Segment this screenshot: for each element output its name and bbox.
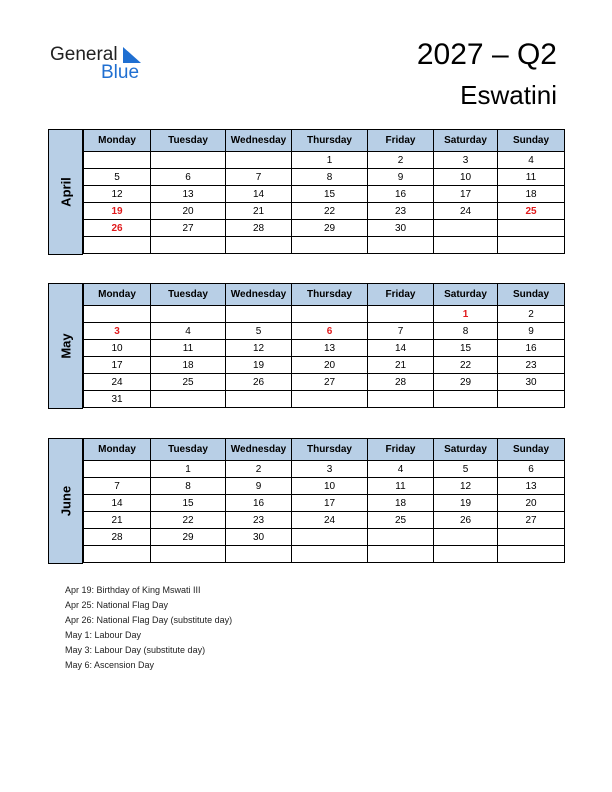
day-cell	[434, 546, 498, 563]
holiday-note: Apr 26: National Flag Day (substitute day)	[65, 615, 233, 625]
day-cell	[151, 237, 226, 254]
day-cell: 16	[498, 340, 565, 357]
day-cell: 21	[368, 357, 434, 374]
day-cell	[292, 391, 368, 408]
day-cell: 13	[151, 186, 226, 203]
day-cell: 27	[498, 512, 565, 529]
month-label-text: June	[58, 485, 73, 517]
day-cell: 9	[368, 169, 434, 186]
day-cell: 3	[434, 152, 498, 169]
day-cell: 29	[151, 529, 226, 546]
day-cell: 3	[292, 461, 368, 478]
day-cell: 2	[368, 152, 434, 169]
day-cell: 28	[368, 374, 434, 391]
day-cell: 1	[434, 306, 498, 323]
day-cell: 5	[434, 461, 498, 478]
day-cell: 22	[151, 512, 226, 529]
weekday-header: Saturday	[434, 439, 498, 461]
day-cell: 14	[226, 186, 292, 203]
day-cell: 19	[84, 203, 151, 220]
month-label	[48, 438, 83, 564]
day-cell: 24	[84, 374, 151, 391]
day-cell: 22	[292, 203, 368, 220]
day-cell: 29	[434, 374, 498, 391]
day-cell: 8	[434, 323, 498, 340]
calendar-table	[83, 129, 565, 254]
day-cell	[151, 391, 226, 408]
month-label	[48, 129, 83, 255]
day-cell	[84, 152, 151, 169]
holiday-notes	[65, 583, 232, 673]
weekday-header: Friday	[368, 439, 434, 461]
week-row	[84, 391, 565, 408]
day-cell	[368, 529, 434, 546]
day-cell: 22	[434, 357, 498, 374]
day-cell: 7	[84, 478, 151, 495]
holiday-note: Apr 19: Birthday of King Mswati III	[65, 585, 201, 595]
day-cell: 9	[498, 323, 565, 340]
day-cell: 4	[368, 461, 434, 478]
day-cell: 29	[292, 220, 368, 237]
day-cell: 5	[226, 323, 292, 340]
weekday-header: Tuesday	[151, 284, 226, 306]
calendar-table	[83, 283, 565, 408]
day-cell: 17	[84, 357, 151, 374]
day-cell: 15	[292, 186, 368, 203]
day-cell: 11	[368, 478, 434, 495]
day-cell: 21	[226, 203, 292, 220]
day-cell	[498, 546, 565, 563]
week-row	[84, 374, 565, 391]
weekday-header: Tuesday	[151, 439, 226, 461]
day-cell	[84, 461, 151, 478]
day-cell	[498, 220, 565, 237]
holiday-note: Apr 25: National Flag Day	[65, 600, 169, 610]
day-cell: 4	[498, 152, 565, 169]
day-cell: 24	[292, 512, 368, 529]
day-cell	[368, 546, 434, 563]
weekday-header: Sunday	[498, 439, 565, 461]
day-cell: 12	[84, 186, 151, 203]
day-cell: 27	[151, 220, 226, 237]
day-cell: 20	[292, 357, 368, 374]
day-cell: 27	[292, 374, 368, 391]
holiday-note: May 3: Labour Day (substitute day)	[65, 645, 206, 655]
weekday-header: Sunday	[498, 284, 565, 306]
day-cell: 10	[434, 169, 498, 186]
day-cell	[434, 529, 498, 546]
week-row	[84, 512, 565, 529]
day-cell: 11	[151, 340, 226, 357]
week-row	[84, 478, 565, 495]
day-cell: 17	[434, 186, 498, 203]
day-cell: 7	[226, 169, 292, 186]
day-cell	[368, 391, 434, 408]
day-cell: 30	[226, 529, 292, 546]
week-row	[84, 546, 565, 563]
day-cell	[498, 529, 565, 546]
day-cell: 10	[292, 478, 368, 495]
weekday-header: Wednesday	[226, 284, 292, 306]
day-cell	[151, 546, 226, 563]
day-cell: 28	[84, 529, 151, 546]
day-cell	[84, 546, 151, 563]
day-cell: 18	[498, 186, 565, 203]
day-cell: 6	[292, 323, 368, 340]
week-row	[84, 461, 565, 478]
day-cell: 25	[498, 203, 565, 220]
week-row	[84, 152, 565, 169]
weekday-header: Thursday	[292, 130, 368, 152]
day-cell: 30	[498, 374, 565, 391]
day-cell	[151, 152, 226, 169]
day-cell	[292, 306, 368, 323]
day-cell: 20	[498, 495, 565, 512]
day-cell: 15	[151, 495, 226, 512]
week-row	[84, 186, 565, 203]
weekday-header: Wednesday	[226, 130, 292, 152]
day-cell: 20	[151, 203, 226, 220]
day-cell	[84, 237, 151, 254]
week-row	[84, 220, 565, 237]
weekday-header: Monday	[84, 130, 151, 152]
day-cell	[226, 237, 292, 254]
day-cell: 17	[292, 495, 368, 512]
day-cell: 25	[151, 374, 226, 391]
day-cell: 6	[151, 169, 226, 186]
day-cell	[151, 306, 226, 323]
month-june	[48, 438, 564, 564]
day-cell: 6	[498, 461, 565, 478]
weekday-header: Thursday	[292, 284, 368, 306]
day-cell: 25	[368, 512, 434, 529]
day-cell: 15	[434, 340, 498, 357]
holiday-note: May 1: Labour Day	[65, 630, 142, 640]
weekday-header: Friday	[368, 284, 434, 306]
weekday-header: Tuesday	[151, 130, 226, 152]
day-cell	[498, 237, 565, 254]
month-label	[48, 283, 83, 409]
day-cell: 12	[226, 340, 292, 357]
day-cell	[434, 391, 498, 408]
weekday-header: Saturday	[434, 130, 498, 152]
day-cell: 4	[151, 323, 226, 340]
month-label-text: May	[58, 333, 73, 359]
day-cell: 3	[84, 323, 151, 340]
week-row	[84, 495, 565, 512]
day-cell: 19	[434, 495, 498, 512]
day-cell: 11	[498, 169, 565, 186]
week-row	[84, 529, 565, 546]
day-cell	[292, 529, 368, 546]
day-cell: 26	[84, 220, 151, 237]
week-row	[84, 323, 565, 340]
month-may	[48, 283, 564, 409]
page-title: 2027 – Q2	[416, 38, 557, 71]
weekday-header: Thursday	[292, 439, 368, 461]
day-cell	[292, 237, 368, 254]
calendar-table	[83, 438, 565, 563]
week-row	[84, 357, 565, 374]
day-cell: 21	[84, 512, 151, 529]
day-cell: 16	[226, 495, 292, 512]
day-cell: 13	[498, 478, 565, 495]
day-cell: 1	[151, 461, 226, 478]
day-cell: 18	[368, 495, 434, 512]
weekday-header: Friday	[368, 130, 434, 152]
week-row	[84, 203, 565, 220]
day-cell: 8	[151, 478, 226, 495]
day-cell	[226, 391, 292, 408]
day-cell	[292, 546, 368, 563]
day-cell	[434, 237, 498, 254]
day-cell: 18	[151, 357, 226, 374]
day-cell: 26	[434, 512, 498, 529]
day-cell: 26	[226, 374, 292, 391]
day-cell	[434, 220, 498, 237]
day-cell: 2	[498, 306, 565, 323]
day-cell: 7	[368, 323, 434, 340]
day-cell: 16	[368, 186, 434, 203]
day-cell: 23	[368, 203, 434, 220]
day-cell: 2	[226, 461, 292, 478]
day-cell: 23	[498, 357, 565, 374]
day-cell	[84, 306, 151, 323]
day-cell	[226, 152, 292, 169]
day-cell: 5	[84, 169, 151, 186]
logo-triangle-icon	[123, 47, 141, 63]
weekday-header: Sunday	[498, 130, 565, 152]
logo-general-text: General	[50, 44, 118, 65]
day-cell: 31	[84, 391, 151, 408]
month-april	[48, 129, 564, 255]
day-cell: 30	[368, 220, 434, 237]
day-cell: 13	[292, 340, 368, 357]
day-cell	[368, 306, 434, 323]
weekday-header: Monday	[84, 284, 151, 306]
day-cell: 14	[368, 340, 434, 357]
day-cell: 10	[84, 340, 151, 357]
day-cell: 12	[434, 478, 498, 495]
month-label-text: April	[58, 177, 73, 207]
day-cell	[226, 546, 292, 563]
day-cell: 19	[226, 357, 292, 374]
day-cell: 23	[226, 512, 292, 529]
week-row	[84, 237, 565, 254]
day-cell	[226, 306, 292, 323]
week-row	[84, 340, 565, 357]
day-cell: 14	[84, 495, 151, 512]
day-cell	[498, 391, 565, 408]
country-title: Eswatini	[460, 80, 557, 110]
day-cell: 8	[292, 169, 368, 186]
weekday-header: Saturday	[434, 284, 498, 306]
day-cell	[368, 237, 434, 254]
weekday-header: Wednesday	[226, 439, 292, 461]
day-cell: 9	[226, 478, 292, 495]
logo-blue-text: Blue	[101, 62, 140, 83]
week-row	[84, 169, 565, 186]
holiday-note: May 6: Ascension Day	[65, 660, 155, 670]
day-cell: 28	[226, 220, 292, 237]
day-cell: 1	[292, 152, 368, 169]
day-cell: 24	[434, 203, 498, 220]
weekday-header: Monday	[84, 439, 151, 461]
week-row	[84, 306, 565, 323]
